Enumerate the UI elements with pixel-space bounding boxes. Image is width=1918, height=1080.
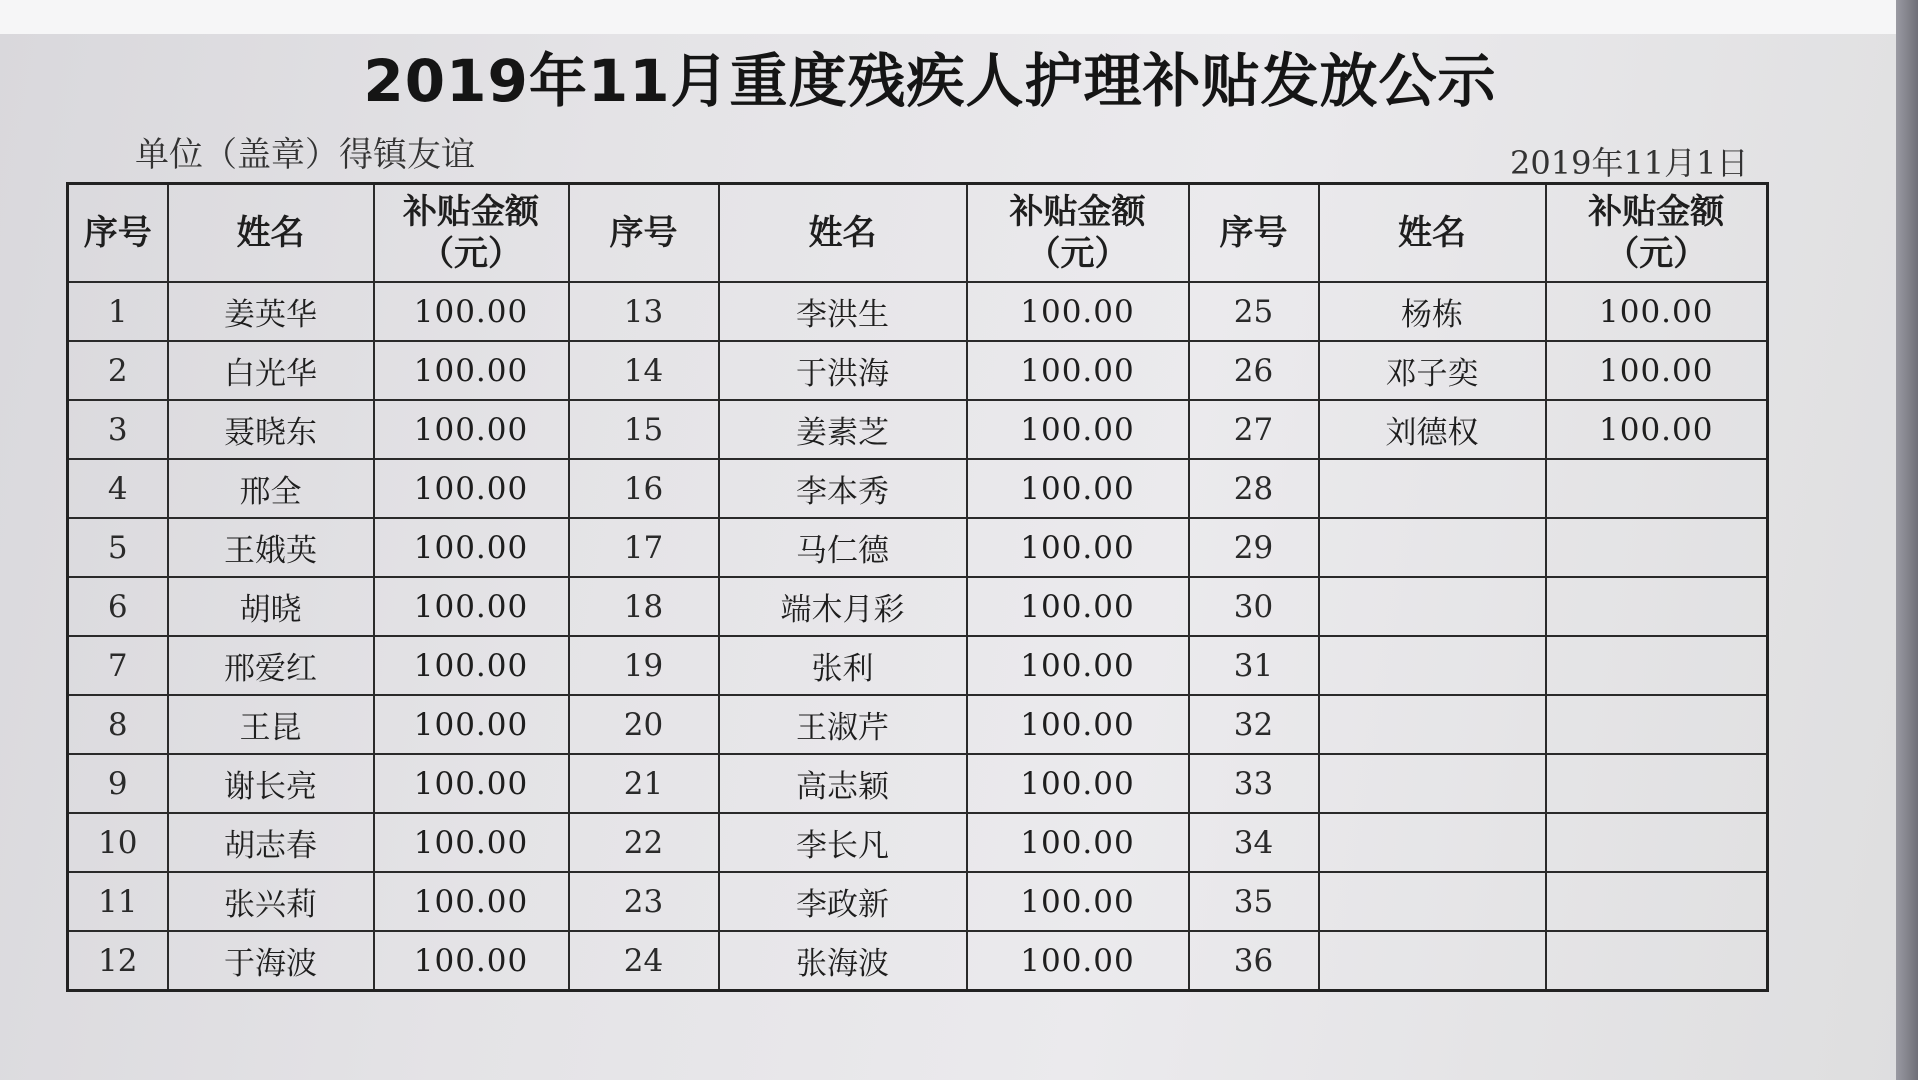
name-cell: 高志颖: [719, 754, 967, 813]
header-name: 姓名: [719, 184, 967, 283]
table-row: [68, 400, 1768, 459]
seq-cell: 18: [569, 577, 719, 636]
seq-cell: 34: [1189, 813, 1319, 872]
unit-label: 单位（盖章）得镇友谊: [135, 135, 475, 175]
amount-cell: 100.00: [374, 695, 569, 754]
amount-cell: [1546, 813, 1768, 872]
name-cell: 谢长亮: [168, 754, 374, 813]
seq-cell: 17: [569, 518, 719, 577]
seq-cell: 21: [569, 754, 719, 813]
seq-cell: 16: [569, 459, 719, 518]
seq-cell: 4: [68, 459, 168, 518]
seq-cell: 10: [68, 813, 168, 872]
header-amount-line2: （元）: [1605, 234, 1708, 274]
document-date: 2019年11月1日: [1510, 144, 1749, 182]
name-cell: [1319, 872, 1546, 931]
seq-cell: 2: [68, 341, 168, 400]
amount-cell: 100.00: [967, 813, 1189, 872]
amount-cell: 100.00: [374, 872, 569, 931]
document-title: 2019年11月重度残疾人护理补贴发放公示: [363, 47, 1497, 115]
header-amount-line1: 补贴金额: [403, 192, 539, 232]
table-row: [68, 754, 1768, 813]
seq-cell: 25: [1189, 282, 1319, 341]
name-cell: 端木月彩: [719, 577, 967, 636]
name-cell: 邓子奕: [1319, 341, 1546, 400]
table-row: [68, 282, 1768, 341]
name-cell: 邢爱红: [168, 636, 374, 695]
header-amount: [967, 184, 1189, 283]
name-cell: [1319, 577, 1546, 636]
name-cell: 张海波: [719, 931, 967, 991]
amount-cell: [1546, 754, 1768, 813]
name-cell: 张兴莉: [168, 872, 374, 931]
amount-cell: 100.00: [967, 754, 1189, 813]
seq-cell: 22: [569, 813, 719, 872]
amount-cell: 100.00: [967, 341, 1189, 400]
seq-cell: 24: [569, 931, 719, 991]
seq-cell: 23: [569, 872, 719, 931]
seq-cell: 32: [1189, 695, 1319, 754]
seq-cell: 36: [1189, 931, 1319, 991]
name-cell: 胡志春: [168, 813, 374, 872]
name-cell: 马仁德: [719, 518, 967, 577]
seq-cell: 27: [1189, 400, 1319, 459]
table-row: [68, 341, 1768, 400]
name-cell: 李洪生: [719, 282, 967, 341]
table-body: [68, 282, 1768, 991]
name-cell: [1319, 931, 1546, 991]
seq-cell: 3: [68, 400, 168, 459]
amount-cell: 100.00: [967, 577, 1189, 636]
name-cell: 王娥英: [168, 518, 374, 577]
amount-cell: 100.00: [374, 400, 569, 459]
amount-cell: [1546, 577, 1768, 636]
seq-cell: 8: [68, 695, 168, 754]
table-row: [68, 459, 1768, 518]
amount-cell: 100.00: [374, 282, 569, 341]
seq-cell: 7: [68, 636, 168, 695]
name-cell: 王淑芹: [719, 695, 967, 754]
amount-cell: [1546, 518, 1768, 577]
seq-cell: 26: [1189, 341, 1319, 400]
seq-cell: 20: [569, 695, 719, 754]
name-cell: 李长凡: [719, 813, 967, 872]
amount-cell: [1546, 872, 1768, 931]
name-cell: 于洪海: [719, 341, 967, 400]
amount-cell: 100.00: [967, 872, 1189, 931]
amount-cell: 100.00: [374, 459, 569, 518]
amount-cell: 100.00: [374, 813, 569, 872]
header-amount-line2: （元）: [1026, 234, 1129, 274]
seq-cell: 5: [68, 518, 168, 577]
seq-cell: 1: [68, 282, 168, 341]
amount-cell: [1546, 931, 1768, 991]
amount-cell: 100.00: [374, 577, 569, 636]
table-row: [68, 577, 1768, 636]
header-amount: [374, 184, 569, 283]
amount-cell: 100.00: [1546, 282, 1768, 341]
seq-cell: 9: [68, 754, 168, 813]
name-cell: 张利: [719, 636, 967, 695]
name-cell: 王昆: [168, 695, 374, 754]
amount-cell: [1546, 636, 1768, 695]
name-cell: [1319, 459, 1546, 518]
name-cell: [1319, 518, 1546, 577]
header-name: 姓名: [168, 184, 374, 283]
table-header-row: [68, 184, 1768, 283]
paper-edge-shadow: [1896, 0, 1918, 1080]
header-name: 姓名: [1319, 184, 1546, 283]
seq-cell: 31: [1189, 636, 1319, 695]
seq-cell: 15: [569, 400, 719, 459]
name-cell: 邢全: [168, 459, 374, 518]
amount-cell: 100.00: [967, 636, 1189, 695]
amount-cell: 100.00: [374, 931, 569, 991]
name-cell: 胡晓: [168, 577, 374, 636]
amount-cell: 100.00: [1546, 341, 1768, 400]
amount-cell: 100.00: [967, 518, 1189, 577]
name-cell: 李政新: [719, 872, 967, 931]
header-seq: 序号: [1189, 184, 1319, 283]
seq-cell: 11: [68, 872, 168, 931]
name-cell: 李本秀: [719, 459, 967, 518]
amount-cell: 100.00: [967, 695, 1189, 754]
name-cell: 杨栋: [1319, 282, 1546, 341]
header-seq: 序号: [68, 184, 168, 283]
seq-cell: 6: [68, 577, 168, 636]
table-row: [68, 931, 1768, 991]
name-cell: 于海波: [168, 931, 374, 991]
header-amount-line1: 补贴金额: [1588, 192, 1725, 232]
table-row: [68, 695, 1768, 754]
seq-cell: 12: [68, 931, 168, 991]
name-cell: 姜素芝: [719, 400, 967, 459]
name-cell: [1319, 695, 1546, 754]
header-amount-line2: （元）: [420, 234, 522, 274]
table-row: [68, 518, 1768, 577]
header-amount: [1546, 184, 1768, 283]
seq-cell: 35: [1189, 872, 1319, 931]
seq-cell: 29: [1189, 518, 1319, 577]
amount-cell: 100.00: [374, 518, 569, 577]
amount-cell: 100.00: [1546, 400, 1768, 459]
seq-cell: 33: [1189, 754, 1319, 813]
name-cell: 姜英华: [168, 282, 374, 341]
name-cell: [1319, 754, 1546, 813]
amount-cell: [1546, 695, 1768, 754]
header-seq: 序号: [569, 184, 719, 283]
amount-cell: 100.00: [374, 754, 569, 813]
amount-cell: 100.00: [967, 282, 1189, 341]
table-row: [68, 813, 1768, 872]
seq-cell: 30: [1189, 577, 1319, 636]
seq-cell: 19: [569, 636, 719, 695]
table-row: [68, 636, 1768, 695]
amount-cell: 100.00: [374, 636, 569, 695]
amount-cell: 100.00: [967, 400, 1189, 459]
name-cell: [1319, 636, 1546, 695]
name-cell: 白光华: [168, 341, 374, 400]
seq-cell: 13: [569, 282, 719, 341]
amount-cell: 100.00: [967, 931, 1189, 991]
amount-cell: [1546, 459, 1768, 518]
name-cell: [1319, 813, 1546, 872]
table-row: [68, 872, 1768, 931]
seq-cell: 14: [569, 341, 719, 400]
seq-cell: 28: [1189, 459, 1319, 518]
amount-cell: 100.00: [374, 341, 569, 400]
header-amount-line1: 补贴金额: [1009, 192, 1146, 232]
subsidy-table: [66, 182, 1769, 992]
name-cell: 聂晓东: [168, 400, 374, 459]
top-margin: [0, 0, 1918, 34]
name-cell: 刘德权: [1319, 400, 1546, 459]
amount-cell: 100.00: [967, 459, 1189, 518]
